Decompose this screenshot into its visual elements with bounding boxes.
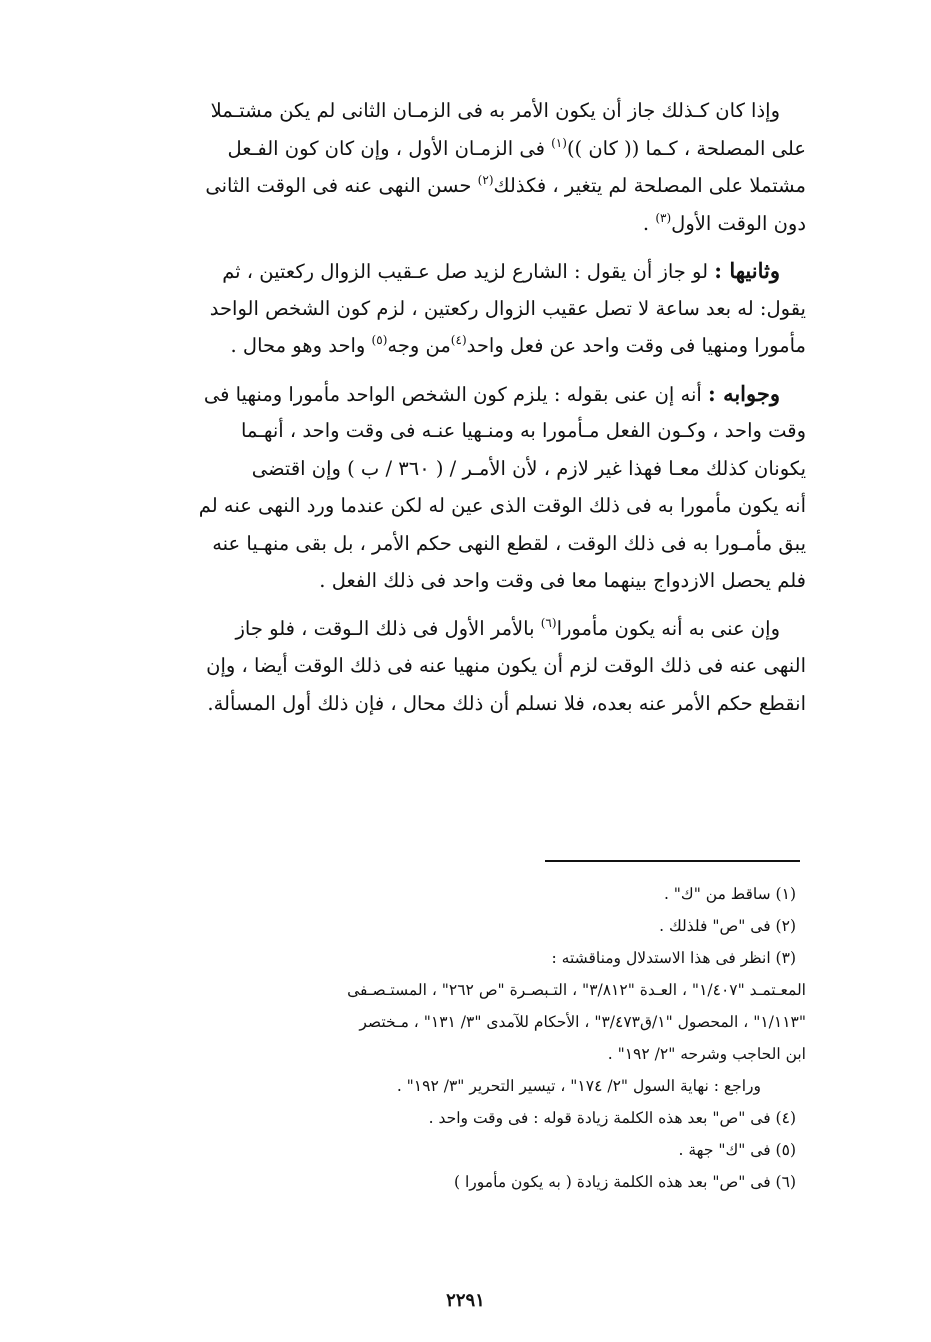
text-line: انقطع حكم الأمر عنه بعده، فلا نسلم أن ذلك محال ، فإن ذلك أول المسألة. xyxy=(207,691,806,715)
footnote: (٥) فى "ك" جهة . xyxy=(678,1141,796,1159)
text-segment: أنه إن عنى بقوله : يلزم كون الشخص الواحد مأمورا ومنهيا فى xyxy=(203,382,702,406)
text-line: فلم يحصل الازدواج بينهما معا فى وقت واحد فى ذلك الفعل . xyxy=(319,569,806,592)
text-segment: دون الوقت الأول xyxy=(671,211,806,235)
footnote-ref[interactable]: (٢) xyxy=(477,173,494,187)
text-segment: حسن النهى عنه فى الوقت الثانى xyxy=(205,174,472,197)
text-line: وقت واحد ، وكـون الفعل مـأمورا به ومنـهيا عنـه فى وقت واحد ، أنهـما xyxy=(240,419,806,442)
section-lead: وثانيها : xyxy=(714,258,780,283)
text-segment: وإن عنى به أنه يكون مأمورا xyxy=(556,616,780,640)
footnote-ref[interactable]: (٥) xyxy=(371,333,388,347)
text-line xyxy=(90,205,806,243)
text-line: يقول: له بعد ساعة لا تصل عقيب الزوال ركعتين ، لزم كون الشخص الواحد xyxy=(209,296,806,320)
footnote: (٣) انظر فى هذا الاستدلال ومناقشته : xyxy=(551,949,796,967)
section-lead: وجوابه : xyxy=(708,380,780,406)
text-segment: على المصلحة ، كـما (( كان )) xyxy=(566,136,806,160)
paragraph-1 xyxy=(90,92,806,242)
footnote-ref[interactable]: (٤) xyxy=(450,333,467,347)
footnote-ref[interactable]: (١) xyxy=(551,135,567,150)
footnotes xyxy=(60,878,806,1198)
paragraph-2 xyxy=(90,252,806,365)
footnote-ref[interactable]: (٣) xyxy=(655,210,672,225)
main-text xyxy=(90,92,806,732)
text-line xyxy=(90,167,806,205)
text-line xyxy=(90,130,806,168)
text-segment: مأمورا ومنهيا فى وقت واحد عن فعل واحد xyxy=(466,334,806,357)
text-line: يبق مأمـورا به فى ذلك الوقت ، لقطع النهى حكم الأمر ، بل بقى منهـيا عنه xyxy=(212,531,806,555)
page-number: ٢٢٩١ xyxy=(446,1290,485,1311)
footnote: (٤) فى "ص" بعد هذه الكلمة زيادة قوله : فى وقت واحد . xyxy=(428,1109,796,1127)
footnote-continuation: "١/١١٣" ، المحصول "١/ق٣/٤٧٣" ، الأحكام للآمدى "٣/ ١٣١" ، مـختصر xyxy=(359,1013,806,1031)
footnote-continuation: ابن الحاجب وشرحه "٢/ ١٩٢" . xyxy=(607,1045,806,1063)
text-line xyxy=(90,327,806,365)
text-segment: بالأمر الأول فى ذلك الـوقت ، فلو جاز xyxy=(235,616,535,640)
text-segment: لو جاز أن يقول : الشارع لزيد صل عـقيب الزوال ركعتين ، ثم xyxy=(222,260,709,283)
text-line: وإذا كان كـذلك جاز أن يكون الأمر به فى الزمـان الثانى لم يكن مشتـملا xyxy=(210,99,780,122)
footnote: (٢) فى "ص" فلذلك . xyxy=(659,917,796,935)
text-line: النهى عنه فى ذلك الوقت لزم أن يكون منهيا عنه فى ذلك الوقت أيضا ، وإن xyxy=(206,654,806,677)
text-line xyxy=(90,610,806,648)
footnote: (١) ساقط من "ك" . xyxy=(663,885,796,903)
paragraph-3 xyxy=(90,375,806,600)
text-segment: من وجه xyxy=(387,334,451,357)
footnote-separator xyxy=(545,860,800,862)
text-line: أنه يكون مأمورا به فى ذلك الوقت الذى عين له لكن عندما ورد النهى عنه لم xyxy=(198,494,806,517)
text-segment: فى الزمـان الأول ، وإن كان كون الفـعل xyxy=(227,136,545,160)
text-line: يكونان كذلك معـا فهذا غير لازم ، لأن الأمـر / ( ٣٦٠ / ب ) وإن اقتضى xyxy=(251,456,806,480)
text-segment: واحد وهو محال . xyxy=(230,334,366,357)
text-segment: . xyxy=(642,211,650,235)
text-line xyxy=(90,375,806,413)
footnote-ref[interactable]: (٦) xyxy=(540,615,557,630)
footnote-continuation: وراجع : نهاية السول "٢/ ١٧٤" ، تيسير التحرير "٣/ ١٩٢" . xyxy=(396,1077,761,1095)
text-line xyxy=(90,252,806,290)
paragraph-4 xyxy=(90,610,806,723)
footnote: (٦) فى "ص" بعد هذه الكلمة زيادة ( به يكون مأمورا ) xyxy=(454,1173,796,1191)
footnote-continuation: المعـتمـد "١/٤٠٧" ، العـدة "٣/٨١٢" ، التـبصـرة "ص ٢٦٢" ، المستـصـفى xyxy=(347,981,806,999)
text-segment: مشتملا على المصلحة لم يتغير ، فكذلك xyxy=(493,174,806,197)
